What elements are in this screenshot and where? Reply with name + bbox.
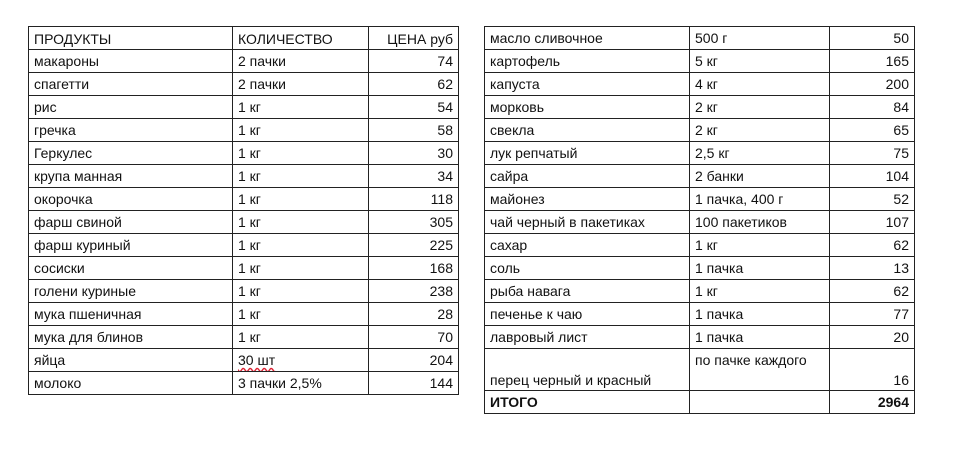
quantity-cell: по пачке каждого <box>690 349 830 391</box>
quantity-cell: 1 кг <box>690 234 830 257</box>
table-row <box>29 372 459 395</box>
price-cell: 84 <box>830 96 915 119</box>
product-cell: сахар <box>485 234 690 257</box>
table-row <box>29 50 459 73</box>
product-cell: яйца <box>29 349 233 372</box>
quantity-cell: 2 кг <box>690 119 830 142</box>
price-cell: 13 <box>830 257 915 280</box>
header-row <box>29 27 459 50</box>
header-product: ПРОДУКТЫ <box>29 27 233 50</box>
price-cell: 238 <box>369 280 459 303</box>
price-cell: 62 <box>830 280 915 303</box>
table-row <box>485 165 915 188</box>
price-cell: 65 <box>830 119 915 142</box>
quantity-cell: 1 пачка <box>690 257 830 280</box>
quantity-cell: 1 кг <box>233 211 369 234</box>
table-row <box>29 257 459 280</box>
header-price: ЦЕНА руб <box>369 27 459 50</box>
product-cell: спагетти <box>29 73 233 96</box>
price-cell: 305 <box>369 211 459 234</box>
quantity-cell: 2 банки <box>690 165 830 188</box>
product-cell: перец черный и красный <box>485 349 690 391</box>
product-cell: свекла <box>485 119 690 142</box>
quantity-cell: 1 кг <box>233 96 369 119</box>
quantity-cell: 4 кг <box>690 73 830 96</box>
price-cell: 118 <box>369 188 459 211</box>
price-cell: 165 <box>830 50 915 73</box>
table-row <box>485 188 915 211</box>
price-cell: 204 <box>369 349 459 372</box>
header-quantity: КОЛИЧЕСТВО <box>233 27 369 50</box>
total-label: ИТОГО <box>485 391 690 414</box>
quantity-cell: 1 кг <box>233 165 369 188</box>
product-cell: лавровый лист <box>485 326 690 349</box>
table-row <box>485 303 915 326</box>
quantity-cell: 3 пачки 2,5% <box>233 372 369 395</box>
table-row <box>485 257 915 280</box>
table-row <box>29 280 459 303</box>
product-cell: фарш свиной <box>29 211 233 234</box>
price-cell: 62 <box>830 234 915 257</box>
quantity-cell: 1 кг <box>233 188 369 211</box>
product-cell: крупа манная <box>29 165 233 188</box>
price-cell: 58 <box>369 119 459 142</box>
table-row <box>29 303 459 326</box>
quantity-cell: 2 пачки <box>233 50 369 73</box>
price-cell: 77 <box>830 303 915 326</box>
price-cell: 225 <box>369 234 459 257</box>
product-cell: масло сливочное <box>485 27 690 50</box>
price-cell: 200 <box>830 73 915 96</box>
product-cell: майонез <box>485 188 690 211</box>
table-row <box>29 349 459 372</box>
quantity-cell: 1 кг <box>233 234 369 257</box>
table-row <box>29 188 459 211</box>
product-cell: гречка <box>29 119 233 142</box>
left-price-table <box>28 26 459 395</box>
quantity-cell: 2 пачки <box>233 73 369 96</box>
table-row <box>29 234 459 257</box>
product-cell: рис <box>29 96 233 119</box>
price-cell: 34 <box>369 165 459 188</box>
price-cell: 75 <box>830 142 915 165</box>
table-row <box>485 96 915 119</box>
quantity-cell: 1 кг <box>233 326 369 349</box>
price-cell: 16 <box>830 349 915 391</box>
price-cell: 168 <box>369 257 459 280</box>
product-cell: картофель <box>485 50 690 73</box>
table-row <box>485 234 915 257</box>
product-cell: морковь <box>485 96 690 119</box>
product-cell: Геркулес <box>29 142 233 165</box>
quantity-cell <box>233 349 369 372</box>
price-cell: 30 <box>369 142 459 165</box>
right-price-table <box>484 26 915 414</box>
table-row <box>485 326 915 349</box>
table-row <box>29 142 459 165</box>
table-row <box>29 96 459 119</box>
quantity-cell: 5 кг <box>690 50 830 73</box>
product-cell: сайра <box>485 165 690 188</box>
table-row <box>29 73 459 96</box>
table-row <box>485 119 915 142</box>
price-cell: 74 <box>369 50 459 73</box>
quantity-cell: 1 кг <box>233 303 369 326</box>
table-row <box>485 280 915 303</box>
product-cell: лук репчатый <box>485 142 690 165</box>
price-cell: 20 <box>830 326 915 349</box>
quantity-text: 30 шт <box>238 352 276 368</box>
product-cell: фарш куриный <box>29 234 233 257</box>
quantity-cell: 500 г <box>690 27 830 50</box>
right-table-body <box>485 27 915 414</box>
total-value: 2964 <box>830 391 915 414</box>
quantity-cell: 100 пакетиков <box>690 211 830 234</box>
product-cell: печенье к чаю <box>485 303 690 326</box>
left-table-body <box>29 27 459 395</box>
price-cell: 62 <box>369 73 459 96</box>
product-cell: соль <box>485 257 690 280</box>
product-cell: рыба навага <box>485 280 690 303</box>
product-cell: мука для блинов <box>29 326 233 349</box>
price-cell: 104 <box>830 165 915 188</box>
quantity-cell: 1 пачка <box>690 326 830 349</box>
product-cell: капуста <box>485 73 690 96</box>
product-cell: молоко <box>29 372 233 395</box>
price-cell: 52 <box>830 188 915 211</box>
price-cell: 70 <box>369 326 459 349</box>
quantity-cell: 1 кг <box>233 119 369 142</box>
quantity-cell: 2,5 кг <box>690 142 830 165</box>
table-row <box>485 211 915 234</box>
table-row <box>485 73 915 96</box>
product-cell: чай черный в пакетиках <box>485 211 690 234</box>
table-row <box>485 349 915 391</box>
quantity-cell: 1 пачка <box>690 303 830 326</box>
table-row <box>29 211 459 234</box>
price-cell: 144 <box>369 372 459 395</box>
quantity-cell: 2 кг <box>690 96 830 119</box>
table-row <box>29 165 459 188</box>
product-cell: мука пшеничная <box>29 303 233 326</box>
product-cell: макароны <box>29 50 233 73</box>
quantity-cell: 1 кг <box>233 257 369 280</box>
table-row <box>29 326 459 349</box>
table-row <box>29 119 459 142</box>
price-cell: 54 <box>369 96 459 119</box>
product-cell: голени куриные <box>29 280 233 303</box>
table-row <box>485 27 915 50</box>
product-cell: окорочка <box>29 188 233 211</box>
product-cell: сосиски <box>29 257 233 280</box>
quantity-cell: 1 кг <box>690 280 830 303</box>
price-cell: 28 <box>369 303 459 326</box>
quantity-cell: 1 кг <box>233 280 369 303</box>
price-cell: 107 <box>830 211 915 234</box>
table-row <box>485 50 915 73</box>
total-empty <box>690 391 830 414</box>
price-cell: 50 <box>830 27 915 50</box>
table-row <box>485 142 915 165</box>
quantity-cell: 1 кг <box>233 142 369 165</box>
total-row <box>485 391 915 414</box>
quantity-cell: 1 пачка, 400 г <box>690 188 830 211</box>
